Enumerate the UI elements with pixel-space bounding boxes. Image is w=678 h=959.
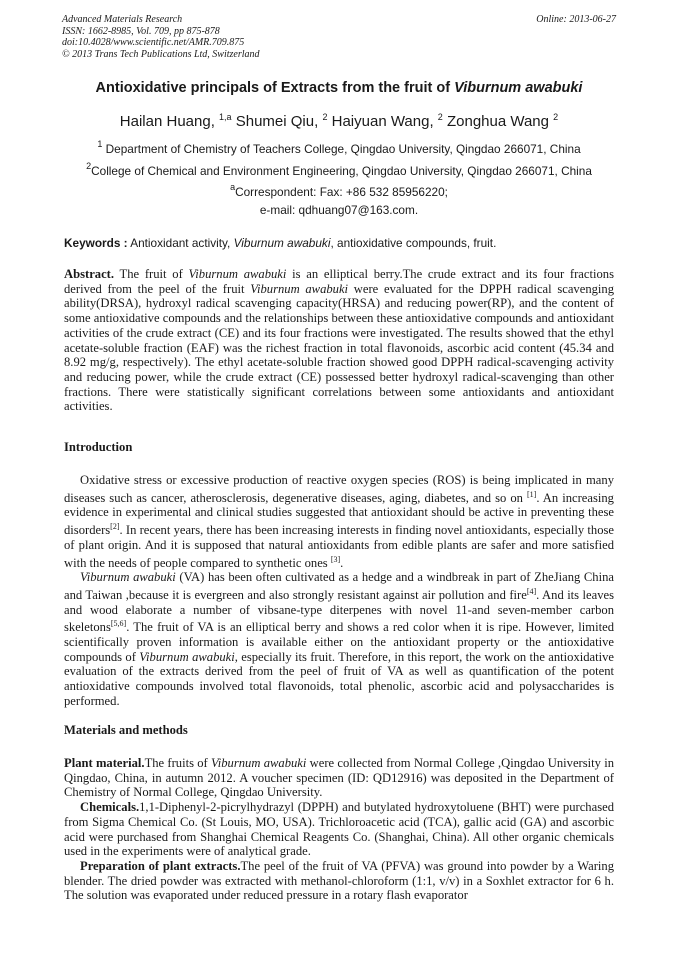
- author-affiliation-mark: 2: [553, 112, 559, 122]
- paragraph: Viburnum awabuki (VA) has been often cultivated as a hedge and a windbreak in part of ZheJiang China and Taiwan ,because it is evergreen and also strongly resistant against air pollution and fire[4]. And its leaves and wood elaborate a number of vibsane-type diterpenes with novel 11-and seven-member carbon skeletons[5,6]. The fruit of VA is an elliptical berry and shows a red color when it is ripe. However, limited scientifically proven information is available either on the antioxidant property or the antioxidative compounds of Viburnum awabuki, especially its fruit. Therefore, in this report, the work on the antioxidative evaluation of the extracts derived from the peel of fruit of VA as well as quantification of the potent antioxidative compounds involved total flavonoids, total phenolic, ascorbic acid and polysaccharides is performed.: [64, 570, 615, 708]
- affiliation-2: $^2$College of Chemical and Environment Engineering, Qingdao University, Qingdao 266071, China: [86, 161, 592, 178]
- paragraph: Oxidative stress or excessive production of reactive oxygen species (ROS) is being implicated in many diseases such as cancer, atherosclerosis, degenerative diseases, aging, diabetes, and so on [1]. An increasing evidence in experimental and clinical studies suggested that antioxidant should be active in preventing these disorders[2]. In recent years, there has been increasing interests in finding novel antioxidants, especially those of plant origin. And it is supposed that natural antioxidants from edible plants are safer and more satisfied with the needs of people compared to synthetic ones [3].: [64, 473, 614, 570]
- citation: [3]: [330, 554, 341, 564]
- paragraph: Chemicals.1,1-Diphenyl-2-picrylhydrazyl (DPPH) and butylated hydroxytoluene (BHT) were purchased from Sigma Chemical Co. (St Louis, MO, USA). Trichloroacetic acid (TCA), gallic acid (GA) and ascorbic acid were purchased from Shanghai Chemical Reagents Co. (Shanghai, China). All other organic chemicals used in the experiments were of analytical grade.: [64, 800, 614, 859]
- citation: [1]: [526, 489, 537, 499]
- title-text: Antioxidative principals of Extracts from the fruit of: [95, 80, 455, 96]
- methods-text: [64, 756, 614, 903]
- issn-line: ISSN: 1662-8985, Vol. 709, pp 875-878: [62, 25, 220, 37]
- author-name: Zonghua Wang: [446, 113, 549, 130]
- paragraph: Preparation of plant extracts.The peel of the fruit of VA (PFVA) was ground into powder by a Waring blender. The dried powder was extracted with methanol-chloroform (1:1, v/v) in a Soxhlet extractor for 6 h. The solution was evaporated under reduced pressure in a rotary flash evaporator: [64, 858, 614, 903]
- doi-line: doi:10.4028/www.scientific.net/AMR.709.875: [62, 37, 245, 48]
- author-name: Shumei Qiu,: [235, 113, 319, 130]
- citation: [5,6]: [110, 619, 127, 629]
- correspondence: $^a$Correspondent: Fax: +86 532 85956220;: [230, 182, 448, 199]
- journal-name: Advanced Materials Research: [62, 14, 183, 25]
- paragraph: Plant material.The fruits of Viburnum awabuki were collected from Normal College ,Qingdao University in Qingdao, China, in autumn 2012. A voucher specimen (ID: QD12916) was deposited in the Department of Chemistry of Normal College, Qingdao University.: [64, 756, 614, 800]
- title-species: Viburnum awabuki: [454, 80, 583, 96]
- citation: [2]: [110, 522, 120, 532]
- section-heading-methods: Materials and methods: [64, 723, 188, 737]
- author-affiliation-mark: 1,a: [219, 112, 232, 122]
- author-affiliation-mark: 2: [322, 112, 328, 122]
- email: e-mail: qdhuang07@163.com.: [259, 203, 419, 217]
- introduction-text: [64, 473, 614, 709]
- author-affiliation-mark: 2: [437, 112, 443, 122]
- abstract-label: Abstract.: [64, 267, 115, 281]
- paper-title: [40, 80, 638, 96]
- citation: [4]: [526, 586, 537, 596]
- author-name: Hailan Huang,: [119, 113, 215, 130]
- affiliation-1: $^1$ Department of Chemistry of Teachers College, Qingdao University, Qingdao 266071, China: [97, 139, 581, 156]
- section-heading-introduction: Introduction: [64, 440, 133, 454]
- copyright-line: © 2013 Trans Tech Publications Ltd, Switzerland: [62, 48, 260, 60]
- author-list: [40, 112, 638, 130]
- journal-header: [62, 14, 616, 60]
- abstract: Abstract. The fruit of Viburnum awabuki is an elliptical berry.The crude extract and its four fractions derived from the peel of the fruit Viburnum awabuki were evaluated for the DPPH radical scavenging ability(DRSA), hydroxyl radical scavenging capacity(HRSA) and reducing power(RP), and the content of some antioxidative compounds and the relationships between these antioxidative compounds and antioxidant activities of the crude extract (CE) and its four fractions were investigated. The results showed that the ethyl acetate-soluble fraction (EAF) was the richest fraction in total flavonoids, ascorbic acid content (45.34 and 8.92 mg/g, respectively). The ethyl acetate-soluble fraction showed good DPPH radical-scavenging activity and reducing power, while the crude extract (CE) possessed better hydroxyl radical-scavenging than other fractions. There were statistically significant correlations between some antioxidants and antioxidant activities.: [64, 267, 615, 414]
- online-date: Online: 2013-06-27: [536, 14, 616, 25]
- author-name: Haiyuan Wang,: [331, 113, 434, 130]
- keywords-label: Keywords :: [64, 236, 128, 250]
- keywords: Keywords : Antioxidant activity, Viburnum awabuki, antioxidative compounds, fruit.: [64, 236, 497, 250]
